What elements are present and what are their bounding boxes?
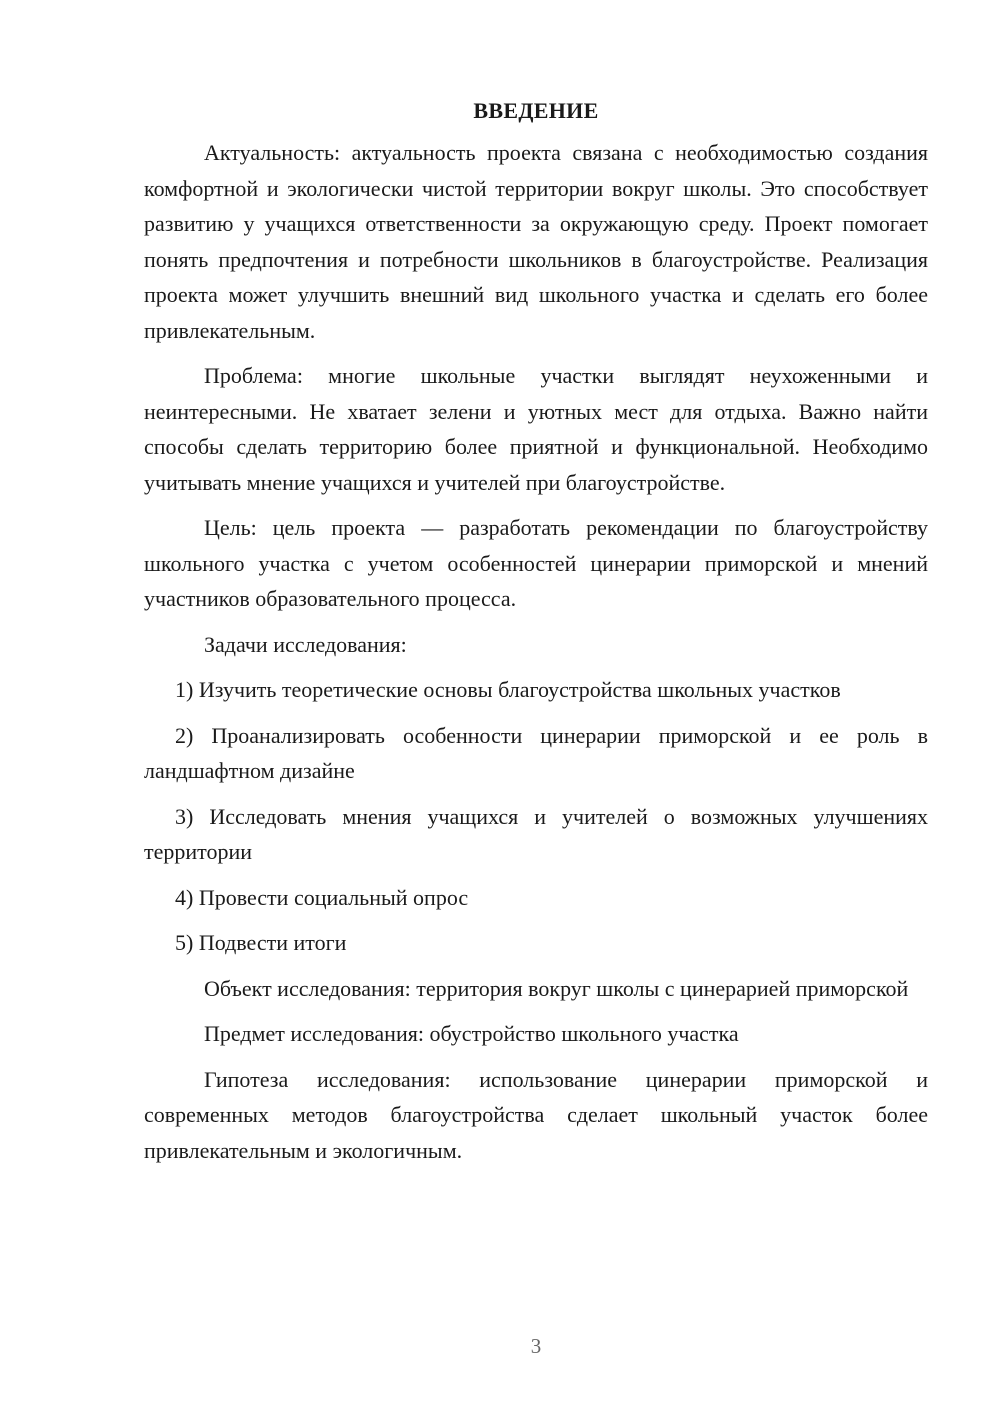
page-number: 3 [530, 1334, 542, 1358]
paragraph-subject: Предмет исследования: обустройство школьного участка [204, 1021, 739, 1046]
paragraph-goal: Цель: цель проекта — разработать рекомендации по благоустройству школьного участка с учетом особенностей цинерарии приморской и мнений участников образовательного процесса. [144, 515, 928, 611]
paragraph-problem: Проблема: многие школьные участки выглядят неухоженными и неинтересными. Не хватает зелени и уютных мест для отдыха. Важно найти способы сделать территорию более приятной и функциональной. Необходимо учитывать мнение учащихся и учителей при благоустройстве. [144, 363, 928, 495]
section-title: ВВЕДЕНИЕ [473, 98, 599, 123]
task-item-5: 5) Подвести итоги [175, 930, 347, 955]
paragraph-object: Объект исследования: территория вокруг школы с цинерарией приморской [204, 975, 909, 1001]
task-item-4: 4) Провести социальный опрос [175, 884, 469, 910]
task-item-3: 3) Исследовать мнения учащихся и учителей о возможных улучшениях территории [144, 803, 928, 864]
paragraph-relevance: Актуальность: актуальность проекта связана с необходимостью создания комфортной и экологически чистой территории вокруг школы. Это способствует развитию у учащихся ответственности за окружающую среду. Проект помогает понять предпочтения и потребности школьников в благоустройстве. Реализация проекта может улучшить внешний вид школьного участка и сделать его более привлекательным. [144, 140, 928, 343]
task-item-2: 2) Проанализировать особенности цинерарии приморской и ее роль в ландшафтном дизайне [144, 722, 928, 783]
page-content [144, 94, 928, 1178]
task-item-1: 1) Изучить теоретические основы благоустройства школьных участков [175, 677, 841, 702]
paragraph-tasks-heading: Задачи исследования: [204, 631, 407, 657]
paragraph-hypothesis: Гипотеза исследования: использование цинерарии приморской и современных методов благоустройства сделает школьный участок более привлекательным и экологичным. [144, 1066, 928, 1163]
